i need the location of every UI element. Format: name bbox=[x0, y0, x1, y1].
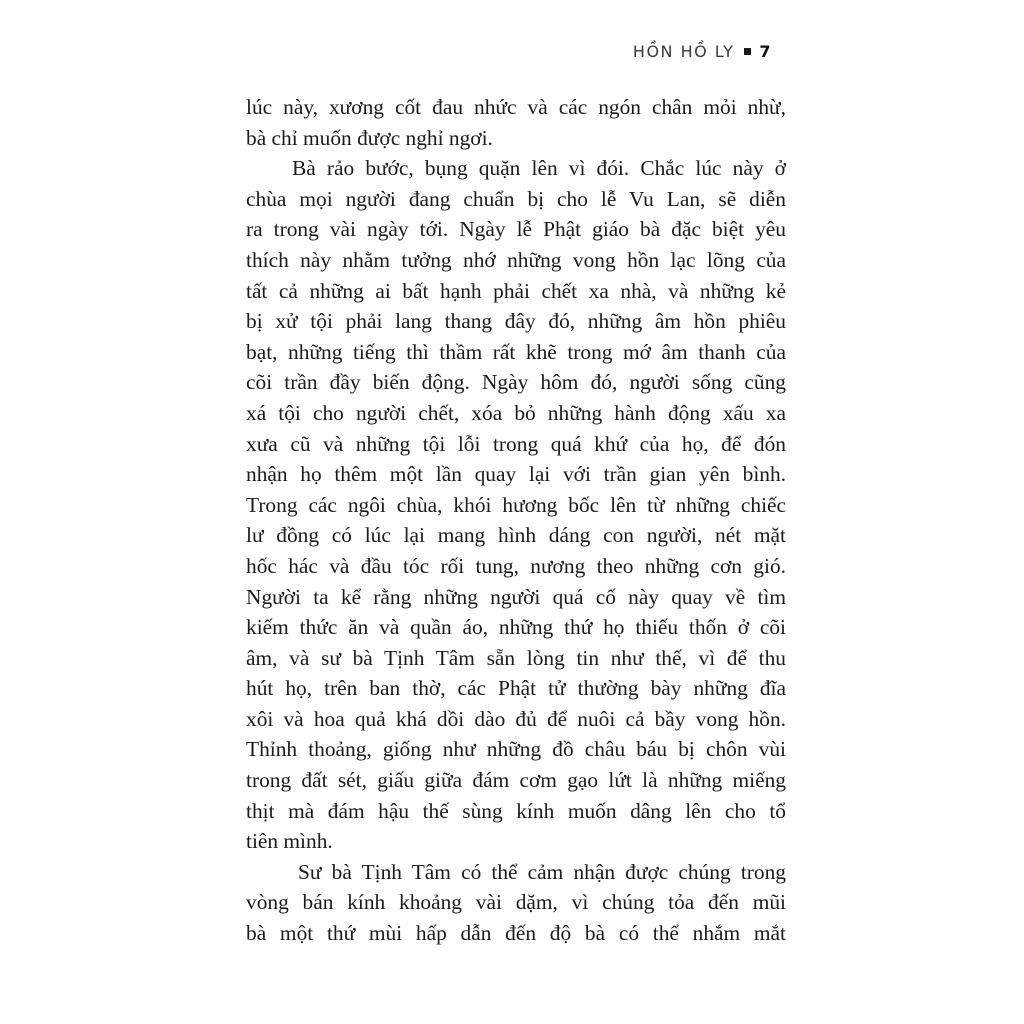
text-line: Bà rảo bước, bụng quặn lên vì đói. Chắc lúc này ở bbox=[292, 156, 786, 181]
text-line: bị xử tội phải lang thang đây đó, những âm hồn phiêu bbox=[246, 309, 786, 334]
text-line: bà một thứ mùi hấp dẫn đến độ bà có thể nhắm mắt bbox=[246, 921, 786, 946]
text-line: Sư bà Tịnh Tâm có thể cảm nhận được chúng trong bbox=[298, 859, 786, 884]
text-line: Trong các ngôi chùa, khói hương bốc lên từ những chiếc bbox=[246, 492, 786, 517]
text-line: kiếm thức ăn và quần áo, những thứ họ thiếu thốn ở cõi bbox=[246, 615, 786, 640]
text-line: lư đồng có lúc lại mang hình dáng con người, nét mặt bbox=[246, 523, 786, 548]
text-line: ra trong vài ngày tới. Ngày lễ Phật giáo bà đặc biệt yêu bbox=[246, 217, 786, 242]
text-line: bà chỉ muốn được nghỉ ngơi. bbox=[246, 125, 493, 150]
text-line: lúc này, xương cốt đau nhức và các ngón chân mỏi nhừ, bbox=[246, 95, 786, 119]
text-line: tất cả những ai bất hạnh phải chết xa nhà, và những kẻ bbox=[246, 278, 786, 303]
running-head bbox=[633, 42, 772, 61]
text-line: xôi và hoa quả khá dồi dào đủ để nuôi cả bầy vong hồn. bbox=[246, 706, 786, 731]
text-line: nhận họ thêm một lần quay lại với trần gian yên bình. bbox=[246, 462, 786, 487]
body-text bbox=[246, 92, 786, 949]
separator-square-icon bbox=[744, 48, 751, 55]
text-line: thịt mà đám hậu thế sùng kính muốn dâng lên cho tổ bbox=[246, 798, 786, 823]
text-line: trong đất sét, giấu giữa đám cơm gạo lứt là những miếng bbox=[246, 768, 786, 793]
text-line: chùa mọi người đang chuẩn bị cho lễ Vu Lan, sẽ diễn bbox=[246, 186, 786, 211]
text-line: tiên mình. bbox=[246, 829, 333, 854]
text-line: xưa cũ và những tội lỗi trong quá khứ của họ, để đón bbox=[246, 431, 786, 456]
text-line: Thỉnh thoảng, giống như những đồ châu báu bị chôn vùi bbox=[246, 737, 786, 762]
text-line: Người ta kể rằng những người quá cố này quay về tìm bbox=[246, 584, 786, 609]
text-line: bạt, những tiếng thì thầm rất khẽ trong mớ âm thanh của bbox=[246, 339, 786, 364]
text-line: vòng bán kính khoảng vài dặm, vì chúng tỏa đến mũi bbox=[246, 890, 786, 915]
text-line: cõi trần đầy biến động. Ngày hôm đó, người sống cũng bbox=[246, 370, 786, 395]
text-line: xá tội cho người chết, xóa bỏ những hành động xấu xa bbox=[246, 400, 786, 425]
text-line: hút họ, trên ban thờ, các Phật tử thường bày những đĩa bbox=[246, 676, 786, 701]
page-number: 7 bbox=[759, 42, 772, 61]
text-line: thích này nhằm tưởng nhớ những vong hồn lạc lõng của bbox=[246, 247, 786, 272]
text-line: hốc hác và đầu tóc rối tung, nương theo những cơn gió. bbox=[246, 553, 786, 578]
running-head-title: HỒN HỒ LY bbox=[632, 42, 735, 61]
text-line: âm, và sư bà Tịnh Tâm sẵn lòng tin như thế, vì để thu bbox=[246, 645, 786, 670]
